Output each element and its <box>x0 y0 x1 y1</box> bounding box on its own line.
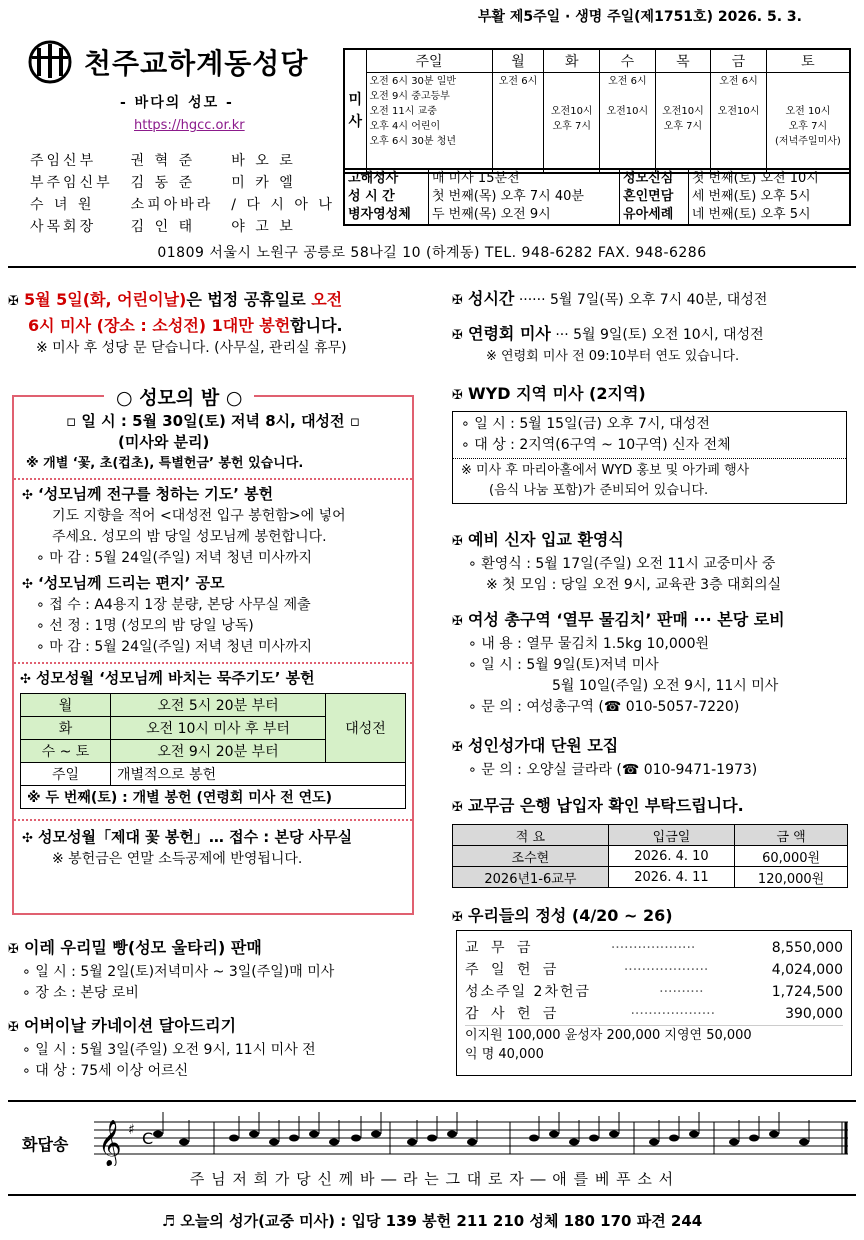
svg-text:♯: ♯ <box>128 1122 135 1138</box>
music-note <box>351 1135 361 1142</box>
staff-row: 사목회장 김 인 태 야 고 보 <box>30 219 296 235</box>
music-note <box>549 1131 559 1138</box>
music-note <box>569 1139 579 1146</box>
cross-icon: ✠ <box>452 328 463 343</box>
music-note <box>447 1131 457 1138</box>
music-note <box>749 1135 759 1142</box>
staff-list <box>30 150 353 238</box>
choir-recruit: ✠ 성인성가대 단원 모집 ∘ 문 의 : 오양실 글라라 (☎ 010-9471-1973) <box>452 736 758 778</box>
holy-hour: ✠ 성시간 ······ 5월 7일(목) 오후 7시 40분, 대성전 <box>452 288 857 311</box>
kimchi-sale: ✠ 여성 총구역 ‘열무 물김치’ 판매 ··· 본당 로비 ∘ 내 용 : 열무 물김치 1.5kg 10,000원 ∘ 일 시 : 5월 9일(토)저녁 미사 5월 10일(주일) 오전 9시, 11시 미사 ∘ 문 의 : 여성총구역 (☎ 010-5057-7220) <box>452 610 785 715</box>
music-note <box>179 1139 189 1146</box>
cross-icon: ✠ <box>452 910 463 925</box>
divider <box>8 266 856 268</box>
bank-table: 적 요 입금일 금 액 조수현 2026. 4. 10 60,000원 2026년1-6교무 2026. 4. 11 120,000원 <box>452 824 848 888</box>
staff-row: 수 녀 원 소피아바라 / 다 시 아 나 <box>30 197 335 213</box>
psalm-label: 화답송 <box>22 1135 69 1154</box>
sacrament-schedule: 고해성사 매 미사 15분전 성모신심 첫 번째(토) 오전 10시 성 시 간 첫 번째(목) 오후 7시 40분 혼인면담 세 번째(토) 오후 5시 병자영성체 두 번째(목) 오전 9시 유아세례 네 번째(토) 오후 5시 <box>343 168 851 226</box>
carnation-event: ✠ 어버이날 카네이션 달아드리기 ∘ 일 시 : 5월 3일(주일) 오전 9시, 11시 미사 전 ∘ 대 상 : 75세 이상 어르신 <box>8 1016 316 1079</box>
church-name: 천주교하계동성당 <box>84 47 309 80</box>
bread-sale: ✠ 이레 우리밀 빵(성모 울타리) 판매 ∘ 일 시 : 5월 2일(토)저녁미사 ~ 3일(주일)매 미사 ∘ 장 소 : 본당 로비 <box>8 938 335 1001</box>
music-note <box>769 1131 779 1138</box>
cross-icon: ✠ <box>8 294 19 309</box>
music-note <box>649 1139 659 1146</box>
cross-icon: ✠ <box>8 1020 19 1035</box>
mass-cell: 오전 6시 오전10시 <box>711 73 767 173</box>
church-logo <box>24 40 324 84</box>
music-note <box>371 1131 381 1138</box>
music-note <box>799 1139 809 1146</box>
staff-row: 주임신부 권 혁 준 바 오 로 <box>30 153 296 169</box>
notice-holiday: ✠ 5월 5일(화, 어린이날)은 법정 공휴일로 오전 6시 미사 (장소 : 소성전) 1대만 봉헌합니다. ※ 미사 후 성당 문 닫습니다. (사무실, 관리실 휴무) <box>8 290 347 356</box>
mass-cell: 오전10시 오후 7시 <box>655 73 711 173</box>
church-subtitle: - 바다의 성모 - <box>120 95 234 111</box>
mass-cell: 오전 6시 오전10시 <box>600 73 656 173</box>
church-emblem-icon <box>24 40 76 84</box>
mass-schedule-table: 미사 주일 월 화 수 목 금 토 오전 6시 30분 일반 오전 9시 중고등부 오전 11시 교중 오후 4시 어린이 오후 6시 30분 청년 오전 6시 오전10시 오후 7시 오전 6시 오전10시 오전10시 오후 7시 오전 6시 오전10시 오전 10시 오후 7시 (저녁주일미사) <box>343 48 851 174</box>
staff-row: 부주임신부 김 동 준 미 카 엘 <box>30 175 296 191</box>
mary-night-box: ○ 성모의 밤 ○ ▫ 일 시 : 5월 30일(토) 저녁 8시, 대성전 ▫ (미사와 분리) ※ 개별 ‘꽃, 초(컵초), 특별헌금’ 봉헌 있습니다. ✣ ‘성모님께 전구를 청하는 기도’ 봉헌 기도 지향을 적어 <대성전 입구 봉헌함>에 넣어 주세요. 성모의 밤 당일 성모님께 봉헌합니다. ∘ 마 감 : 5월 24일(주일) 저녁 청년 미사까지 ✣ ‘성모님께 드리는 편지’ 공모 ∘ 접 수 : A4용지 1장 분량, 본당 사무실 제출 ∘ 선 정 : 1명 (성모의 밤 당일 낭독) ∘ 마 감 : 5월 24일(주일) 저녁 청년 미사까지 ✣ 성모성월 ‘성모님께 바치는 묵주기도’ 봉헌 월 오전 5시 20분 부터 대성전 화 오전 10시 미사 후 부터 수 ~ 토 오전 9시 20분 부터 주일 개별적으로 봉헌 ※ 두 번째(토) : 개별 봉헌 (연령회 미사 전 연도) ✣ 성모성월「제대 꽃 봉헌」… 접수 : 본당 사무실 ※ 봉헌금은 연말 소득공제에 반영됩니다. <box>12 395 414 915</box>
music-note <box>609 1131 619 1138</box>
mass-side-label: 미사 <box>344 49 366 173</box>
cross-icon: ✣ <box>20 672 31 687</box>
music-note <box>689 1131 699 1138</box>
music-note <box>407 1139 417 1146</box>
offering-title: ✠ 우리들의 정성 (4/20 ~ 26) <box>452 904 857 930</box>
catechumen-welcome: ✠ 예비 신자 입교 환영식 ∘ 환영식 : 5월 17일(주일) 오전 11시 교중미사 중 ※ 첫 모임 : 당일 오전 9시, 교육관 3층 대회의실 <box>452 530 782 593</box>
cross-icon: ✣ <box>22 577 33 592</box>
cross-icon: ✠ <box>452 388 463 403</box>
music-note <box>153 1131 163 1138</box>
cross-icon: ✠ <box>452 534 463 549</box>
music-note <box>269 1139 279 1146</box>
address-line: 01809 서울시 노원구 공릉로 58나길 10 (하계동) TEL. 948-6282 FAX. 948-6286 <box>157 245 707 261</box>
psalm-lyrics: 주 님 저 희 가 당 신 께 바 ― 라 는 그 대 로 자 ― 애 를 베 푸 소 서 <box>189 1170 675 1188</box>
psalm-music <box>8 1100 856 1196</box>
cross-icon: ✠ <box>8 942 19 957</box>
offering-box: 교 무 금 ··················· 8,550,000 주 일 헌 금 ··················· 4,024,000 성소주일 2차헌금 ·········· 1,724,500 감 사 헌 금 ··················· 390,000 이지원 100,000 윤성자 200,000 지영연 50,000 익 명 40,000 <box>456 930 852 1076</box>
bank-payments: ✠ 교무금 은행 납입자 확인 부탁드립니다. 적 요 입금일 금 액 조수현 2026. 4. 10 60,000원 2026년1-6교무 2026. 4. 11 120,000원 <box>452 794 857 888</box>
svg-text:C: C <box>142 1129 154 1148</box>
cross-icon: ✣ <box>22 831 33 846</box>
rosary-table: 월 오전 5시 20분 부터 대성전 화 오전 10시 미사 후 부터 수 ~ 토 오전 9시 20분 부터 주일 개별적으로 봉헌 ※ 두 번째(토) : 개별 봉헌 (연령회 미사 전 연도) <box>20 693 406 809</box>
issue-date: 부활 제5주일 · 생명 주일(제1751호) 2026. 5. 3. <box>477 9 802 25</box>
church-url-link[interactable]: https://hgcc.or.kr <box>134 118 245 133</box>
music-note <box>427 1135 437 1142</box>
music-note <box>249 1131 259 1138</box>
mass-cell: 오전10시 오후 7시 <box>544 73 600 173</box>
memorial-mass: ✠ 연령회 미사 ··· 5월 9일(토) 오전 10시, 대성전 ※ 연령회 미사 전 09:10부터 연도 있습니다. <box>452 324 764 364</box>
music-staff <box>94 1112 850 1166</box>
cross-icon: ✠ <box>452 293 463 308</box>
svg-text:𝄞: 𝄞 <box>98 1120 122 1166</box>
cross-icon: ✠ <box>452 740 463 755</box>
music-note <box>229 1135 239 1142</box>
music-note <box>329 1139 339 1146</box>
music-note <box>589 1135 599 1142</box>
mass-cell: 오전 6시 <box>492 73 544 173</box>
todays-hymns: ♬ 오늘의 성가(교중 미사) : 입당 139 봉헌 211 210 성체 180 170 파견 244 <box>161 1212 703 1230</box>
music-note <box>529 1135 539 1142</box>
music-note <box>467 1139 477 1146</box>
music-note <box>729 1139 739 1146</box>
cross-icon: ✠ <box>452 614 463 629</box>
mass-cell: 오전 10시 오후 7시 (저녁주일미사) <box>766 73 850 173</box>
music-note <box>289 1135 299 1142</box>
music-note <box>669 1135 679 1142</box>
cross-icon: ✠ <box>452 800 463 815</box>
mass-cell: 오전 6시 30분 일반 오전 9시 중고등부 오전 11시 교중 오후 4시 어린이 오후 6시 30분 청년 <box>366 73 492 173</box>
mary-night-title: ○ 성모의 밤 ○ <box>104 383 254 410</box>
music-note <box>309 1131 319 1138</box>
wyd-mass: ✠ WYD 지역 미사 (2지역) ∘ 일 시 : 5월 15일(금) 오후 7시, 대성전 ∘ 대 상 : 2지역(6구역 ~ 10구역) 신자 전체 ※ 미사 후 마리아홀에서 WYD 홍보 및 아가페 행사 (음식 나눔 포함)가 준비되어 있습니다. <box>452 382 857 504</box>
cross-icon: ✣ <box>22 488 33 503</box>
